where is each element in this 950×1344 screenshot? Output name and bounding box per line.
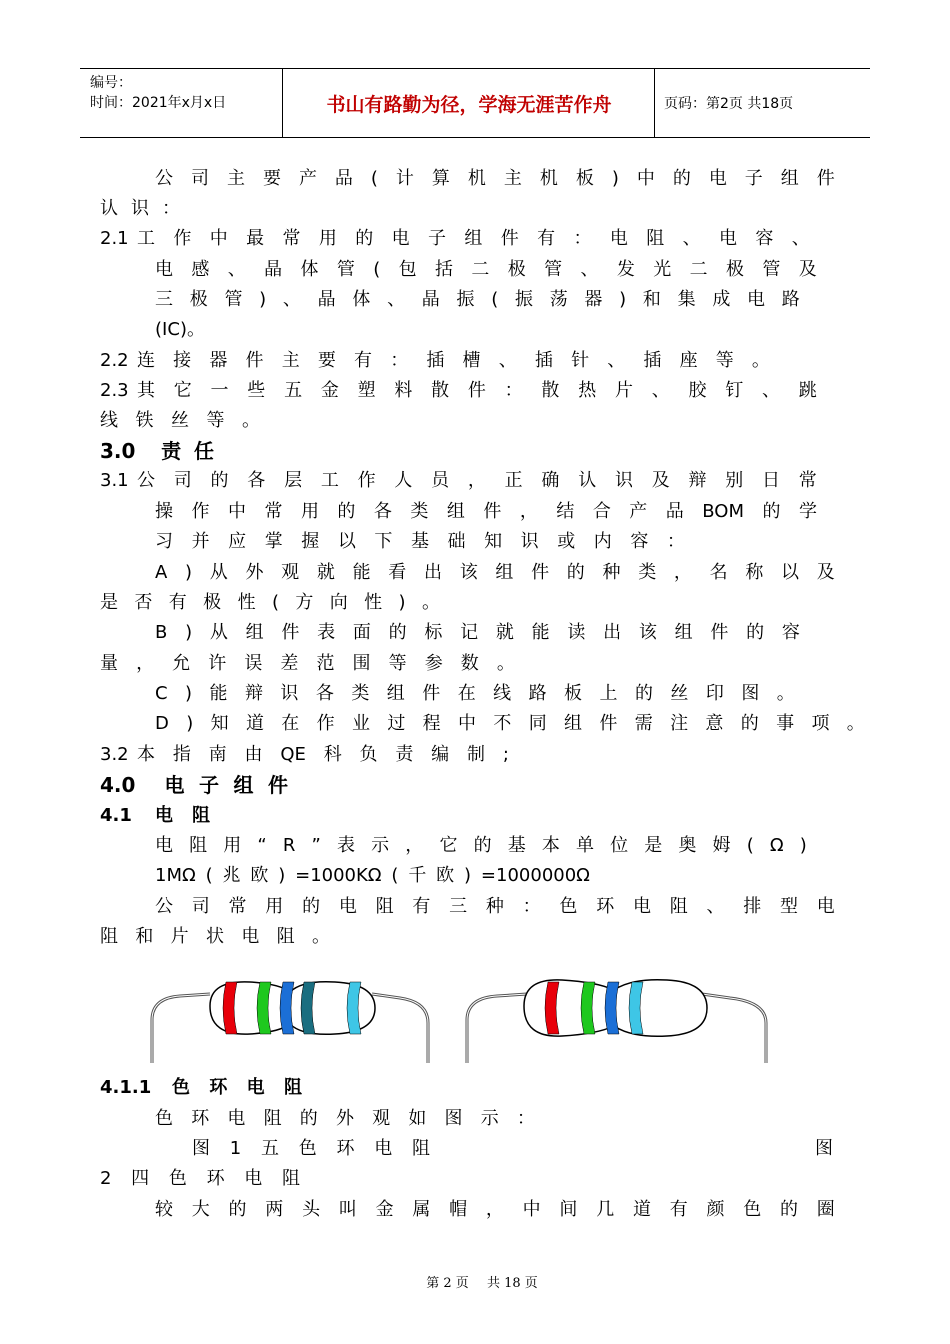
header-motto: 书山有路勤为径，学海无涯苦作舟 <box>326 93 612 116</box>
text-line <box>0 1104 950 1134</box>
footer-page: 第 2 页 <box>426 1276 469 1291</box>
text-segment: 电 阻 <box>155 805 210 826</box>
text-segment: 4.0 电 子 组 件 <box>100 773 288 797</box>
text-segment: 三 极 管 ) 、 晶 体 、 晶 振 ( 振 荡 器 ) 和 集 成 电 路 <box>155 289 800 310</box>
resistor-lead <box>372 994 428 1063</box>
text-segment: 线 铁 丝 等 。 <box>100 410 260 431</box>
text-line <box>0 527 950 557</box>
text-segment: 2.1 <box>100 228 129 249</box>
text-line <box>0 376 950 406</box>
text-segment: 较 大 的 两 头 叫 金 属 帽 ， 中 间 几 道 有 颜 色 的 圈 <box>155 1199 835 1220</box>
text-segment: 操 作 中 常 用 的 各 类 组 件 ， 结 合 产 品 BOM 的 学 <box>155 501 817 522</box>
text-segment: 2 四 色 环 电 阻 <box>100 1168 300 1189</box>
text-segment: 4.1 <box>100 805 132 826</box>
text-line <box>0 466 950 496</box>
text-segment: 本 指 南 由 QE 科 负 责 编 制 ; <box>137 744 509 765</box>
text-segment: 公 司 的 各 层 工 作 人 员 ， 正 确 认 识 及 辩 别 日 常 <box>137 470 817 491</box>
text-line <box>0 801 950 831</box>
text-line <box>0 1195 950 1225</box>
footer-total: 共 18 页 <box>486 1276 538 1291</box>
text-line <box>0 285 950 315</box>
text-line <box>0 558 950 588</box>
text-segment: 2.3 <box>100 380 129 401</box>
text-line <box>0 831 950 861</box>
text-segment: 3.2 <box>100 744 129 765</box>
text-segment: D ) 知 道 在 作 业 过 程 中 不 同 组 件 需 注 意 的 事 项 。 <box>155 713 865 734</box>
text-segment: 电 感 、 晶 体 管 ( 包 括 二 极 管 、 发 光 二 极 管 及 <box>155 259 817 280</box>
text-line <box>0 740 950 770</box>
text-line <box>0 588 950 618</box>
text-segment: 是 否 有 极 性 ( 方 向 性 ) 。 <box>100 592 440 613</box>
text-segment: 连 接 器 件 主 要 有 ： 插 槽 、 插 针 、 插 座 等 。 <box>137 350 770 371</box>
text-segment: 图 1 五 色 环 电 阻 <box>192 1138 430 1159</box>
header-page-info: 页码：第2页 共18页 <box>664 96 794 112</box>
text-line <box>0 224 950 254</box>
text-line <box>0 406 950 436</box>
text-line <box>0 315 950 345</box>
text-segment: 认 识 ： <box>100 198 180 219</box>
text-line <box>0 164 950 194</box>
resistor-lead <box>702 994 766 1063</box>
resistor-five-band <box>152 982 428 1063</box>
text-line <box>0 194 950 224</box>
text-segment: 4.1.1 <box>100 1077 152 1098</box>
header-meta <box>90 73 226 113</box>
text-line <box>0 1134 950 1164</box>
text-line <box>0 770 950 800</box>
text-line <box>0 892 950 922</box>
resistor-figure <box>140 968 790 1078</box>
text-segment: B ) 从 组 件 表 面 的 标 记 就 能 读 出 该 组 件 的 容 <box>155 622 800 643</box>
text-line <box>0 346 950 376</box>
text-segment: 3.1 <box>100 470 129 491</box>
text-segment: 电 阻 用 “ R ” 表 示 ， 它 的 基 本 单 位 是 奥 姆 ( Ω ) <box>155 835 807 856</box>
resistor-lead <box>467 994 527 1063</box>
header-divider <box>282 69 283 137</box>
text-segment: A ) 从 外 观 就 能 看 出 该 组 件 的 种 类 ， 名 称 以 及 <box>155 562 835 583</box>
text-line <box>0 1164 950 1194</box>
text-segment: 色 环 电 阻 <box>172 1077 302 1098</box>
text-line <box>0 618 950 648</box>
text-segment: 其 它 一 些 五 金 塑 料 散 件 ： 散 热 片 、 胶 钉 、 跳 <box>137 380 817 401</box>
text-segment: 量 ， 允 许 误 差 范 围 等 参 数 。 <box>100 653 515 674</box>
resistor-four-band <box>467 980 766 1063</box>
text-segment: 公 司 常 用 的 电 阻 有 三 种 ： 色 环 电 阻 、 排 型 电 <box>155 896 835 917</box>
text-line <box>0 709 950 739</box>
page-footer <box>0 1272 950 1291</box>
text-line <box>0 497 950 527</box>
text-segment: 习 并 应 掌 握 以 下 基 础 知 识 或 内 容 ： <box>155 531 685 552</box>
text-segment: ( IC ) 。 <box>155 319 205 340</box>
text-segment: C ) 能 辩 识 各 类 组 件 在 线 路 板 上 的 丝 印 图 。 <box>155 683 795 704</box>
code-label: 编号： <box>90 75 132 91</box>
text-segment: 2.2 <box>100 350 129 371</box>
time-label: 时间：2021年x月x日 <box>90 95 227 111</box>
text-line <box>0 922 950 952</box>
page-header <box>80 68 870 138</box>
text-segment: 1MΩ ( 兆 欧 ) =1000KΩ ( 千 欧 ) =1000000Ω <box>155 865 590 886</box>
text-segment: 3.0 责 任 <box>100 439 214 463</box>
text-line <box>0 679 950 709</box>
resistor-lead <box>152 994 210 1063</box>
text-line <box>0 649 950 679</box>
header-divider <box>654 69 655 137</box>
text-line <box>0 255 950 285</box>
text-segment: 阻 和 片 状 电 阻 。 <box>100 926 330 947</box>
text-segment: 图 <box>815 1138 833 1159</box>
resistor-lead <box>152 994 210 1063</box>
text-segment: 色 环 电 阻 的 外 观 如 图 示 ： <box>155 1108 535 1129</box>
text-segment: 工 作 中 最 常 用 的 电 子 组 件 有 ： 电 阻 、 电 容 、 <box>137 228 810 249</box>
text-line <box>0 436 950 466</box>
resistor-lead <box>467 994 527 1063</box>
text-segment: 公 司 主 要 产 品 ( 计 算 机 主 机 板 ) 中 的 电 子 组 件 <box>155 168 835 189</box>
text-line <box>0 861 950 891</box>
